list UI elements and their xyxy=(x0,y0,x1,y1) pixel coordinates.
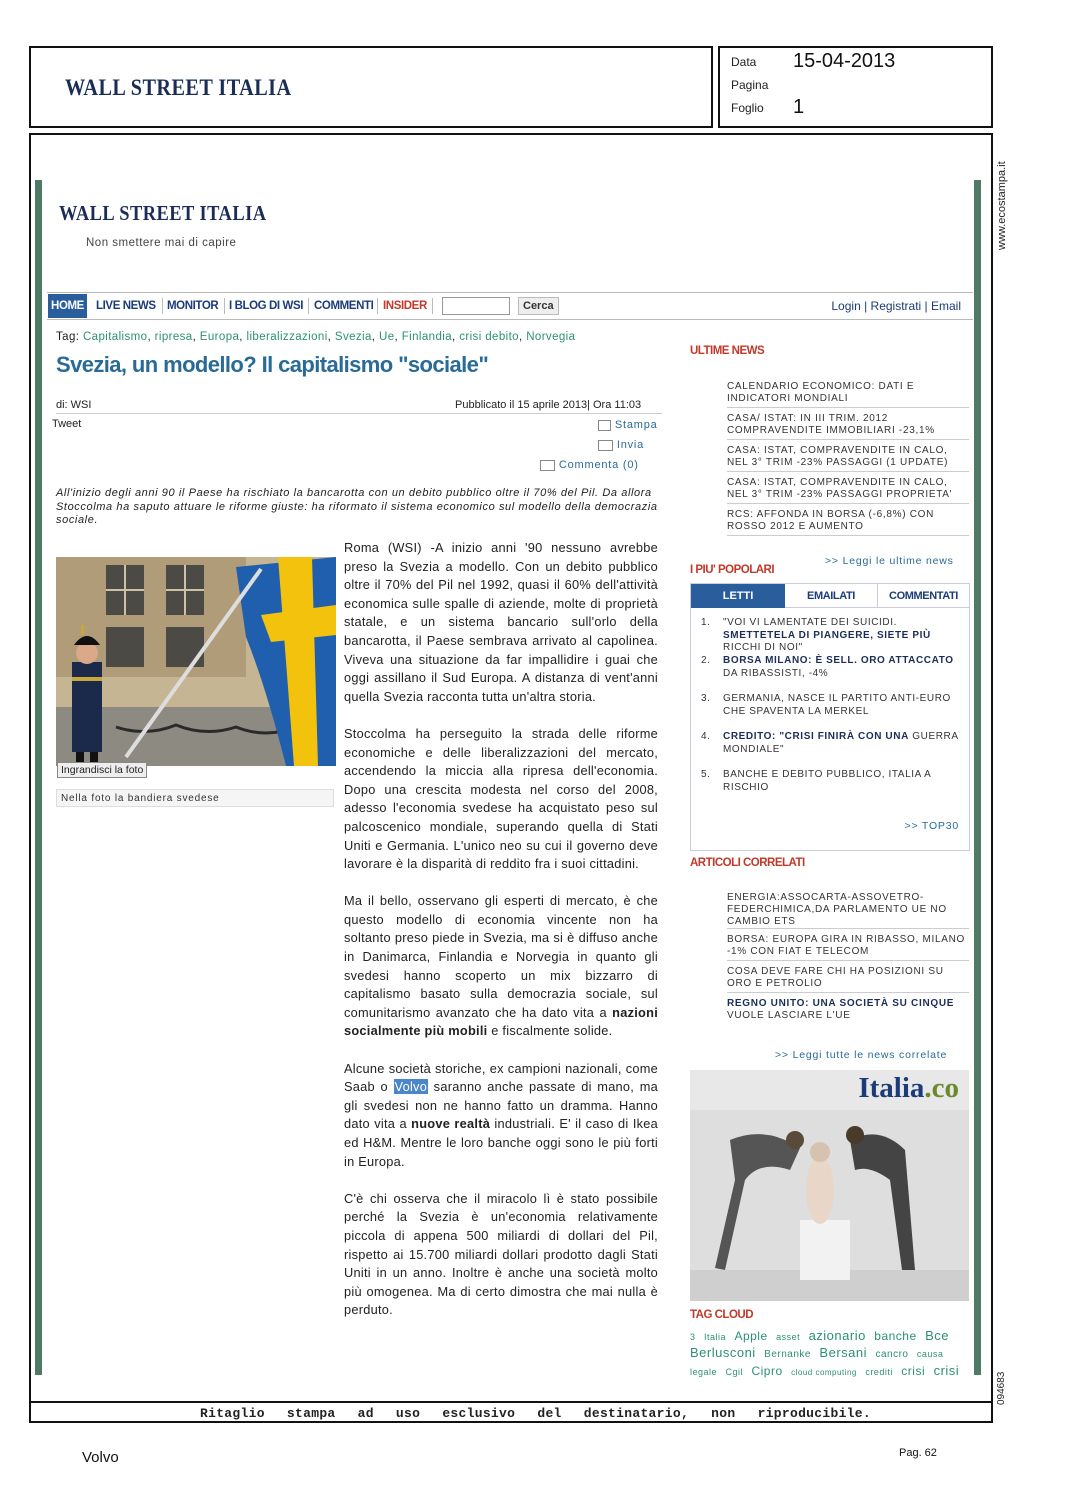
tag-link[interactable]: ripresa xyxy=(154,331,193,343)
tweet-button[interactable]: Tweet xyxy=(52,418,82,430)
tag-link[interactable]: Norvegia xyxy=(526,331,576,343)
paragraph-1: Roma (WSI) -A inizio anni '90 nessuno avrebbe preso la Svezia a modello. Con un debito pubblico oltre il 70% del Pil nel 1992, quasi il 60% dell'attività economica sulle spalle di aziende, molte di proprietà statale, e un sistema bancario sull'orlo della bancarotta, il Paese sembrava arrivato al capolinea. Viveva una situazione da far impallidire i guai che oggi assillano il Sud Europa. A distanza di vent'anni quella Svezia racconta tutta un'altra storia. xyxy=(344,540,658,704)
code-text: 094683 xyxy=(996,1371,1007,1405)
print-label: Stampa xyxy=(614,419,658,431)
popular-item[interactable]: 4. CREDITO: "CRISI FINIRÀ CON UNA GUERRA MONDIALE" xyxy=(701,731,959,755)
pagina-label: Pagina xyxy=(731,78,769,92)
left-green-bar xyxy=(35,180,42,1375)
footer-notice: Ritaglio stampa ad uso esclusivo del destinatario, non riproducibile. xyxy=(200,1406,871,1421)
tag-cloud-item[interactable]: asset xyxy=(776,1332,801,1342)
tag-cloud-item[interactable]: Bernanke xyxy=(764,1349,811,1360)
footer-rule xyxy=(29,1401,993,1403)
tagcloud-heading: TAG CLOUD xyxy=(690,1309,754,1321)
comment-link[interactable] xyxy=(540,459,639,471)
italia-co-ad[interactable] xyxy=(690,1070,969,1301)
tag-cloud-item[interactable]: Cipro xyxy=(751,1364,783,1378)
tag-link[interactable]: crisi debito xyxy=(459,331,519,343)
nav-insider[interactable]: INSIDER xyxy=(383,300,427,312)
header-masthead-box xyxy=(29,46,713,128)
news-item[interactable]: CALENDARIO ECONOMICO: DATI E INDICATORI MONDIALI xyxy=(727,381,915,404)
tag-cloud-item[interactable]: crisi xyxy=(933,1363,960,1378)
tag-cloud-item[interactable]: Berlusconi xyxy=(690,1345,756,1360)
highlight-volvo: Volvo xyxy=(394,1079,428,1095)
tag-cloud-item[interactable]: Bce xyxy=(925,1328,950,1343)
search-input[interactable] xyxy=(442,297,510,315)
tag-cloud-item[interactable]: Cgil xyxy=(725,1367,743,1377)
paragraph-2: Stoccolma ha perseguito la strada delle riforme economiche e delle liberalizzazioni del mercato, accendendo la miccia alla ripresa dell'economia. Dopo una crescita modesta nel corso del 2008, adesso l'economia svedese ha acquistato peso sul palcoscenico mondiale, superando quella di Stati Uniti e Germania. L'unico neo su cui il governo deve lavorare è la disparità di reddito fra i suoi cittadini. xyxy=(344,725,658,872)
ad-logo: Italia.co xyxy=(858,1072,959,1104)
article-lead: All'inizio degli anni 90 il Paese ha rischiato la bancarotta con un debito pubblico oltre il 70% del Pil. Da allora Stoccolma ha saputo attuare le riforme giuste: ha riformato il sistema economico sul modello della democrazia sociale. xyxy=(56,487,658,526)
paragraph-4: Alcune società storiche, ex campioni nazionali, come Saab o Volvo saranno anche passate di mano, ma gli svedesi non ne hanno fatto un dramma. Hanno dato vita a nuove realtà industriali. E' il caso di Ikea ed H&M. Mentre le loro banche oggi sono le più forti in Europa. xyxy=(344,1060,659,1169)
site-tagline: Non smettere mai di capire xyxy=(86,237,237,249)
tag-cloud-item[interactable]: azionario xyxy=(808,1328,866,1343)
comment-label: Commenta (0) xyxy=(558,459,639,471)
ultime-news-heading: ULTIME NEWS xyxy=(690,345,765,357)
related-item[interactable]: COSA DEVE FARE CHI HA POSIZIONI SU ORO E PETROLIO xyxy=(727,966,944,989)
swedish-flag-guard-image xyxy=(56,557,336,766)
footer-page: Pag. 62 xyxy=(899,1447,937,1459)
related-item[interactable]: REGNO UNITO: UNA SOCIETÀ SU CINQUE VUOLE LASCIARE L'UE xyxy=(727,998,955,1021)
nav-home[interactable]: HOME xyxy=(48,294,87,318)
popular-item[interactable]: 3. GERMANIA, NASCE IL PARTITO ANTI-EURO CHE SPAVENTA LA MERKEL xyxy=(701,693,951,717)
tag-cloud-item[interactable]: legale xyxy=(690,1367,718,1377)
tab-emailati[interactable]: EMAILATI xyxy=(785,584,877,608)
article-body xyxy=(344,539,658,1339)
paragraph-3: Ma il bello, osservano gli esperti di mercato, è che questo modello di economia vincente non ha soltanto preso piede in Svezia, ma si è diffuso anche in Danimarca, Finlandia e Norvegia in quanto gli svedesi hanno scoperto un mix bizzarro di capitalismo basato sulla democrazia sociale, sul comunitarismo avanzato che ha dato vita a nazioni socialmente più mobili e fiscalmente solide. xyxy=(344,893,658,1039)
tag-cloud-item[interactable]: Italia xyxy=(703,1332,726,1342)
send-link[interactable] xyxy=(598,439,644,451)
foglio-value: 1 xyxy=(793,96,805,118)
tag-cloud-item[interactable]: Apple xyxy=(734,1329,768,1343)
nav-live-news[interactable]: LIVE NEWS xyxy=(96,300,156,312)
tab-commentati[interactable]: COMMENTATI xyxy=(877,584,969,608)
tag-cloud-item[interactable]: Bersani xyxy=(819,1345,867,1360)
popular-item[interactable]: 2. BORSA MILANO: È SELL. ORO ATTACCATO DA RIBASSISTI, -4% xyxy=(701,655,954,679)
nav-blog[interactable]: I BLOG DI WSI xyxy=(229,300,304,312)
envelope-icon xyxy=(598,440,613,451)
correlati-heading: ARTICOLI CORRELATI xyxy=(690,857,805,869)
auth-links[interactable]: Login | Registrati | Email xyxy=(831,299,961,313)
tag-cloud-item[interactable]: cloud computing xyxy=(791,1368,857,1377)
nav-monitor[interactable]: MONITOR xyxy=(167,300,219,312)
popolari-heading: I PIU' POPOLARI xyxy=(690,564,775,576)
tag-cloud-item[interactable]: causa xyxy=(916,1349,944,1359)
code-side xyxy=(996,1371,1012,1455)
tag-link[interactable]: liberalizzazioni xyxy=(246,331,328,343)
popolari-box xyxy=(690,583,970,851)
search-button[interactable]: Cerca xyxy=(518,297,559,315)
article-title: Svezia, un modello? Il capitalismo "sociale" xyxy=(56,352,489,377)
related-item[interactable]: ENERGIA:ASSOCARTA-ASSOVETRO-FEDERCHIMICA,DA PARLAMENTO UE NO CAMBIO ETS xyxy=(727,892,947,927)
main-nav xyxy=(47,292,973,320)
popular-item[interactable]: 5. BANCHE E DEBITO PUBBLICO, ITALIA A RISCHIO xyxy=(701,769,931,793)
masthead: WALL STREET ITALIA xyxy=(65,75,292,100)
popolari-list xyxy=(697,617,961,807)
data-value: 15-04-2013 xyxy=(793,50,896,72)
tag-link[interactable]: Finlandia xyxy=(401,331,452,343)
right-green-bar xyxy=(974,180,981,1375)
related-item[interactable]: BORSA: EUROPA GIRA IN RIBASSO, MILANO -1% CON FIAT E TELECOM xyxy=(727,934,965,957)
news-item[interactable]: CASA: ISTAT, COMPRAVENDITE IN CALO, NEL 3° TRIM -23% PASSAGGI PROPRIETA' xyxy=(727,477,953,500)
correlati-list xyxy=(727,892,969,1024)
header-meta-box xyxy=(718,46,993,128)
enlarge-photo-button[interactable]: Ingrandisci la foto xyxy=(57,762,147,778)
tag-link[interactable]: Svezia xyxy=(334,331,372,343)
tab-letti[interactable]: LETTI xyxy=(691,584,785,608)
tag-cloud-item[interactable]: 3 xyxy=(690,1332,696,1342)
data-label: Data xyxy=(731,55,757,69)
ecostampa-side xyxy=(996,161,1012,360)
popular-item[interactable]: 1. "VOI VI LAMENTATE DEI SUICIDI. SMETTETELA DI PIANGERE, SIETE PIÙ RICCHI DI NOI" xyxy=(701,617,931,653)
top30-link[interactable]: >> TOP30 xyxy=(904,820,959,832)
site-logo[interactable]: WALL STREET ITALIA xyxy=(59,201,267,225)
tag-link[interactable]: Ue xyxy=(379,331,395,343)
article-photo[interactable] xyxy=(56,557,336,766)
article-author: di: WSI xyxy=(56,399,92,411)
news-item[interactable]: CASA: ISTAT, COMPRAVENDITE IN CALO, NEL 3° TRIM -23% PASSAGGI (1 UPDATE) xyxy=(727,445,949,468)
printer-icon xyxy=(598,420,611,431)
tags-label: Tag: xyxy=(56,331,80,343)
ultime-news-list xyxy=(727,381,969,536)
tag-cloud-item[interactable]: crediti xyxy=(865,1367,893,1377)
photo-caption: Nella foto la bandiera svedese xyxy=(56,789,334,807)
foglio-label: Foglio xyxy=(731,101,764,115)
tag-link[interactable]: Europa xyxy=(199,331,240,343)
correlati-more-link[interactable]: >> Leggi tutte le news correlate xyxy=(775,1049,948,1061)
ultime-news-more-link[interactable]: >> Leggi le ultime news xyxy=(825,555,954,567)
tag-cloud-item[interactable]: cancro xyxy=(875,1349,909,1360)
news-item[interactable]: RCS: AFFONDA IN BORSA (-6,8%) CON ROSSO 2012 E AUMENTO xyxy=(727,509,935,532)
tags-line: Tag: Capitalismo, ripresa, Europa, liberalizzazioni, Svezia, Ue, Finlandia, crisi debito, Norvegia xyxy=(56,331,576,343)
paragraph-5: C'è chi osserva che il miracolo lì è stato possibile perché la Svezia è un'economia relativamente piccola di appena 500 miliardi di dollari del Pil, rispetto ai 15.700 miliardi dollari prodotto dagli Stati Uniti in un anno. Inoltre è anche una società molto più omogenea. Ma di certo dimostra che mai nulla è perduto. xyxy=(344,1190,658,1318)
ad-photo xyxy=(690,1070,969,1301)
article-published: Pubblicato il 15 aprile 2013| Ora 11:03 xyxy=(455,399,642,411)
tag-cloud xyxy=(690,1328,968,1381)
send-label: Invia xyxy=(616,439,645,451)
tag-cloud-item[interactable]: crisi xyxy=(901,1364,926,1378)
ecostampa-text: www.ecostampa.it xyxy=(996,161,1008,250)
tag-link[interactable]: Capitalismo xyxy=(82,331,148,343)
print-link[interactable] xyxy=(598,419,658,431)
comment-icon xyxy=(540,460,555,471)
tag-cloud-item[interactable]: banche xyxy=(874,1329,917,1343)
nav-commenti[interactable]: COMMENTI xyxy=(314,300,374,312)
news-item[interactable]: CASA/ ISTAT: IN III TRIM. 2012 COMPRAVENDITE IMMOBILIARI -23,1% xyxy=(727,413,935,436)
footer-company: Volvo xyxy=(82,1449,119,1466)
title-divider xyxy=(56,413,662,414)
